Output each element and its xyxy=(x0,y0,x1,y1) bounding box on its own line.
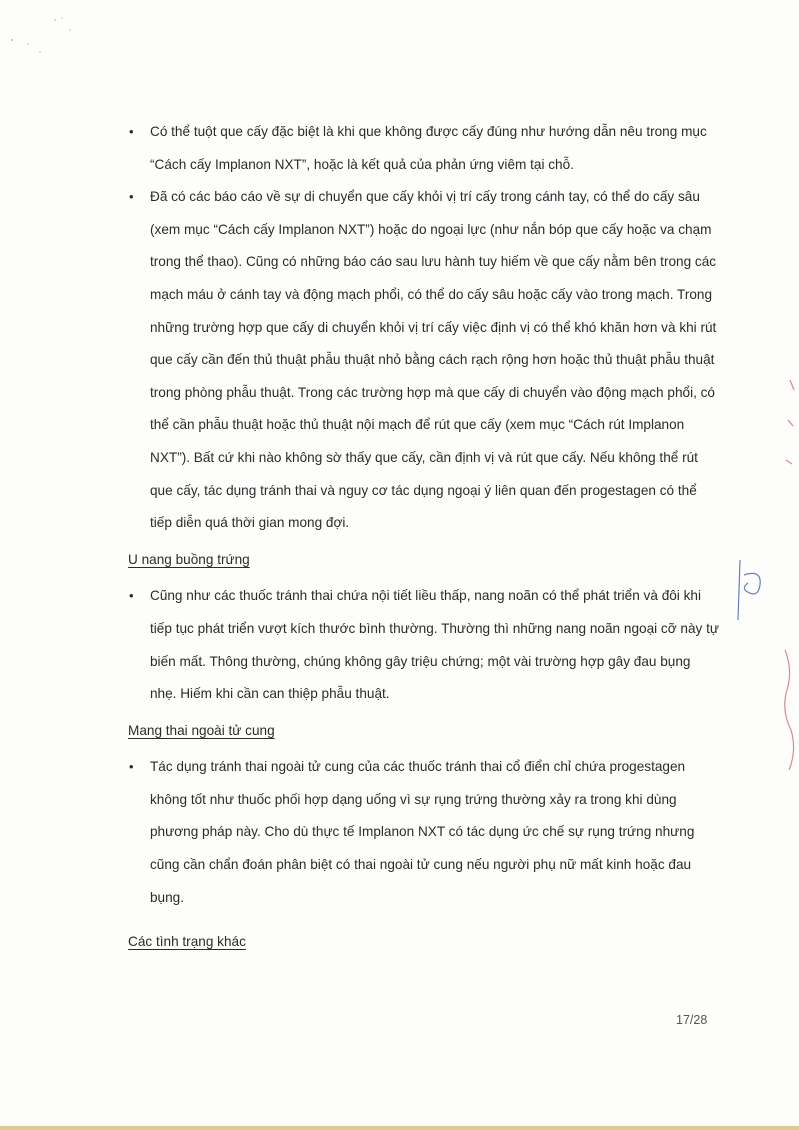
bullet-marker: • xyxy=(129,189,134,205)
page-number: 17/28 xyxy=(676,1013,708,1027)
section-heading-ectopic-pregnancy: Mang thai ngoài tử cung xyxy=(128,722,275,738)
bullet-marker: • xyxy=(129,124,134,139)
list-item-text: Đã có các báo cáo về sự di chuyển que cấy khỏi vị trí cấy trong cánh tay, có thể do cấy sâu (xem mục “Cách cấy Implanon NXT”) hoặc do ngoại lực (như nắn bóp que cấy hoặc va chạm trong thể thao). Cũng có những báo cáo sau lưu hành tuy hiếm về que cấy nằm bên trong các mạch máu ở cánh tay và động mạch phổi, có thể do cấy sâu hoặc cấy vào trong mạch. Trong những trường hợp que cấy di chuyển khỏi vị trí cấy việc định vị có thể khó khăn hơn và khi rút que cấy cần đến thủ thuật phẫu thuật nhỏ bằng cách rạch rộng hơn hoặc thủ thuật phẫu thuật trong phòng phẫu thuật. Trong các trường hợp mà que cấy di chuyển vào động mạch phổi, có thể cần phẫu thuật hoặc thủ thuật nội mạch để rút que cấy (xem mục “Cách rút Implanon NXT”). Bất cứ khi nào không sờ thấy que cấy, cần định vị và rút que cấy. Nếu không thể rút que cấy, tác dụng tránh thai và nguy cơ tác dụng ngoại ý liên quan đến progestagen có thể tiếp diễn quá thời gian mong đợi. xyxy=(150,189,717,531)
pen-mark xyxy=(738,560,760,620)
list-item-text: Cũng như các thuốc tránh thai chứa nội tiết liều thấp, nang noãn có thể phát triển và đôi khi tiếp tục phát triển vượt kích thước bình thường. Thường thì những nang noãn ngoại cỡ này tự biến mất. Thông thường, chúng không gây triệu chứng; một vài trường hợp gây đau bụng nhẹ. Hiếm khi cần can thiệp phẫu thuật. xyxy=(150,588,719,702)
section-heading-ovarian-cysts: U nang buồng trứng xyxy=(128,551,250,567)
corner-specks xyxy=(11,17,71,52)
section-heading-other-conditions: Các tình trạng khác xyxy=(128,934,246,950)
list-item xyxy=(126,751,720,914)
bullet-marker: • xyxy=(129,588,134,604)
list-item-text: Tác dụng tránh thai ngoài tử cung của các thuốc tránh thai cổ điển chỉ chứa progestagen không tốt như thuốc phối hợp dạng uống vì sự rụng trứng thường xảy ra trong khi dùng phương pháp này. Cho dù thực tế Implanon NXT có tác dụng ức chế sự rụng trứng nhưng cũng cần chẩn đoán phân biệt có thai ngoài tử cung nếu người phụ nữ mất kinh hoặc đau bụng. xyxy=(150,759,695,905)
list-item-text: Có thể tuột que cấy đặc biệt là khi que không được cấy đúng như hướng dẫn nêu trong mục “Cách cấy Implanon NXT”, hoặc là kết quả của phản ứng viêm tại chỗ. xyxy=(150,124,707,172)
document-body xyxy=(126,116,720,963)
list-item xyxy=(126,181,720,540)
margin-stamp-marks xyxy=(785,380,794,770)
list-item xyxy=(126,580,720,710)
list-item xyxy=(126,116,720,181)
bullet-marker: • xyxy=(129,759,134,775)
bottom-edge-marks xyxy=(0,1126,799,1130)
